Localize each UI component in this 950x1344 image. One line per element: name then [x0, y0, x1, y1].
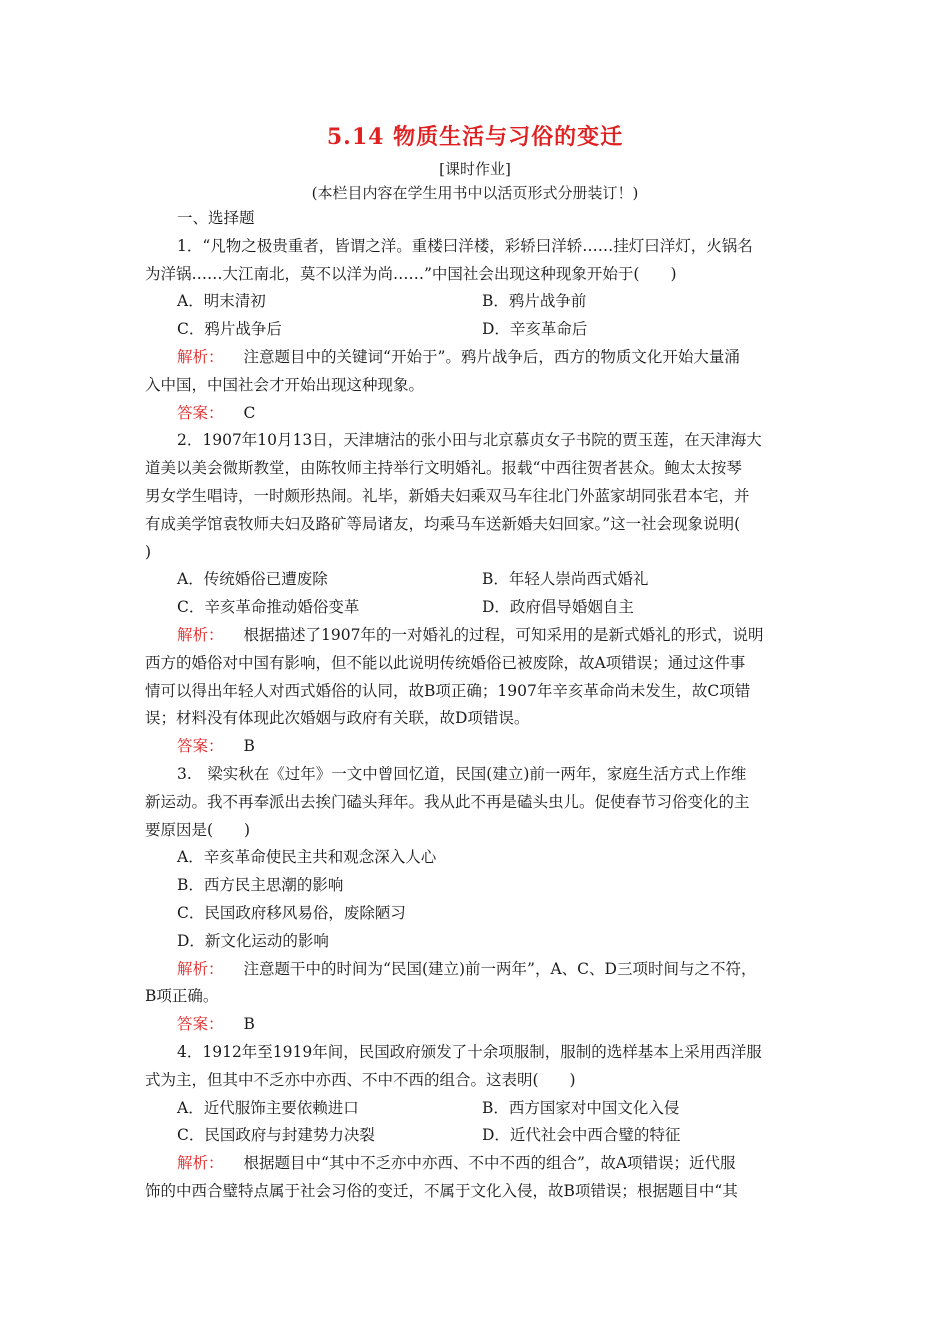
option-c: C．鸦片战争后: [177, 320, 282, 339]
analysis-line: 入中国，中国社会才开始出现这种现象。: [145, 375, 425, 394]
analysis-line: B项正确。: [145, 987, 219, 1006]
option-d: D．辛亥革命后: [482, 320, 588, 339]
question-3: [145, 761, 810, 1039]
question-2: [145, 427, 810, 761]
option-b: B．鸦片战争前: [482, 292, 587, 311]
analysis-line: 西方的婚俗对中国有影响，但不能以此说明传统婚俗已被废除，故A项错误；通过这件事: [145, 653, 746, 672]
analysis-line: 解析： 注意题干中的时间为“民国(建立)前一两年”，A、C、D三项时间与之不符，: [177, 959, 757, 978]
answer-value: B: [243, 1015, 255, 1034]
option-b: B．年轻人崇尚西式婚礼: [482, 570, 649, 589]
option-b: B．西方国家对中国文化入侵: [482, 1098, 680, 1117]
document-body: [145, 205, 810, 1206]
analysis-line: 解析： 根据描述了1907年的一对婚礼的过程，可知采用的是新式婚礼的形式，说明: [177, 625, 764, 644]
binding-note: (本栏目内容在学生用书中以活页形式分册装订！): [311, 184, 639, 202]
analysis-label: 解析：: [177, 959, 224, 978]
option-a: A．辛亥革命使民主共和观念深入人心: [177, 848, 437, 867]
answer-label: 答案：: [177, 403, 224, 422]
question-stem-line: 4．1912年至1919年间，民国政府颁发了十余项服制，服制的选样基本上采用西洋服: [177, 1042, 762, 1061]
question-stem-line: 3. 梁实秋在《过年》一文中曾回忆道，民国(建立)前一两年，家庭生活方式上作维: [177, 764, 747, 783]
analysis-label: 解析：: [177, 347, 224, 366]
options: [145, 566, 810, 622]
analysis-line: 情可以得出年轻人对西式婚俗的认同，故B项正确；1907年辛亥革命尚未发生，故C项错: [145, 681, 751, 700]
answer-label: 答案：: [177, 1015, 224, 1034]
option-c: C．民国政府移风易俗，废除陋习: [177, 903, 406, 922]
option-d: D．政府倡导婚姻自主: [482, 598, 634, 617]
question-4: [145, 1039, 810, 1206]
option-c: C．民国政府与封建势力决裂: [177, 1126, 375, 1145]
question-stem-line: 要原因是( ): [145, 820, 251, 839]
analysis-label: 解析：: [177, 1154, 224, 1173]
question-stem-line: 男女学生唱诗，一时颇形热闹。礼毕，新婚夫妇乘双马车往北门外蓝家胡同张君本宅，并: [145, 486, 750, 505]
question-stem-line: 式为主，但其中不乏亦中亦西、不中不西的组合。这表明( ): [145, 1070, 576, 1089]
answer-value: C: [243, 403, 256, 422]
page-title: 5.14 物质生活与习俗的变迁: [326, 124, 624, 150]
options: [145, 288, 810, 344]
option-a: A．近代服饰主要依赖进口: [177, 1098, 359, 1117]
analysis-label: 解析：: [177, 625, 224, 644]
option-a: A．传统婚俗已遭废除: [177, 570, 328, 589]
option-c: C．辛亥革命推动婚俗变革: [177, 598, 360, 617]
option-d: D．近代社会中西合璧的特征: [482, 1126, 681, 1145]
analysis-line: 解析： 根据题目中“其中不乏亦中亦西、不中不西的组合”，故A项错误；近代服: [177, 1154, 736, 1173]
answer-label: 答案：: [177, 737, 224, 756]
analysis-line: 解析： 注意题目中的关键词“开始于”。鸦片战争后，西方的物质文化开始大量涌: [177, 347, 740, 366]
answer-line: [145, 1011, 810, 1039]
option-d: D．新文化运动的影响: [177, 931, 329, 950]
page-subtitle: [课时作业]: [439, 160, 511, 178]
question-stem-line: 道美以美会微斯教堂，由陈牧师主持举行文明婚礼。报载“中西往贺者甚众。鲍太太按琴: [145, 459, 742, 478]
option-b: B．西方民主思潮的影响: [177, 876, 344, 895]
question-stem-line: 2．1907年10月13日，天津塘沽的张小田与北京慕贞女子书院的贾玉莲，在天津海大: [177, 431, 762, 450]
question-stem-line: 为洋锅……大江南北，莫不以洋为尚……”中国社会出现这种现象开始于( ): [145, 264, 677, 283]
answer-line: [145, 400, 810, 428]
answer-value: B: [243, 737, 255, 756]
question-stem-line: ): [145, 542, 152, 561]
question-stem-line: 有成美学馆袁牧师夫妇及路矿等局诸友，均乘马车送新婚夫妇回家。”这一社会现象说明(: [145, 514, 741, 533]
options: [145, 1095, 810, 1151]
option-a: A．明末清初: [177, 292, 266, 311]
question-1: [145, 233, 810, 428]
analysis-line: 饰的中西合璧特点属于社会习俗的变迁，不属于文化入侵，故B项错误；根据题目中“其: [145, 1181, 738, 1200]
answer-line: [145, 733, 810, 761]
question-stem-line: 1．“凡物之极贵重者，皆谓之洋。重楼曰洋楼，彩轿曰洋轿……挂灯曰洋灯，火锅名: [177, 236, 753, 255]
analysis-line: 误；材料没有体现此次婚姻与政府有关联，故D项错误。: [145, 709, 530, 728]
section-title: 一、选择题: [177, 209, 255, 227]
question-stem-line: 新运动。我不再奉派出去挨门磕头拜年。我从此不再是磕头虫儿。促使春节习俗变化的主: [145, 792, 750, 811]
